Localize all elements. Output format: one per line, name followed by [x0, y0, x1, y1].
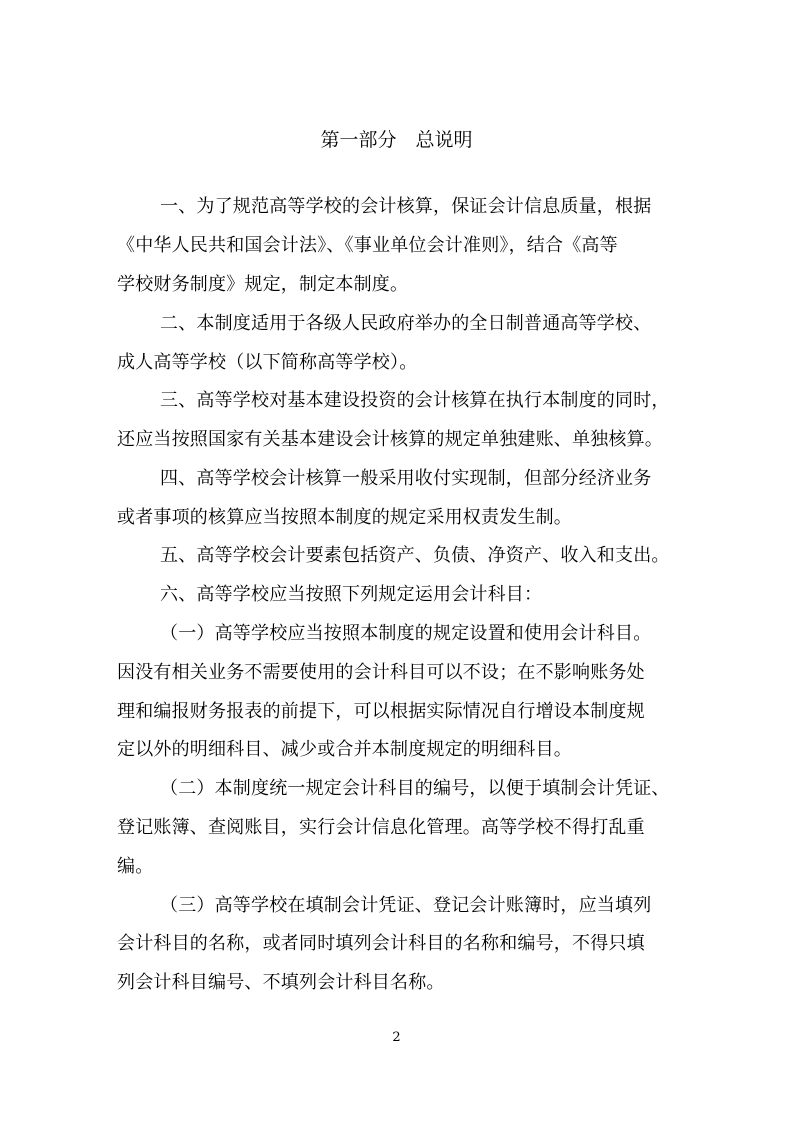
paragraph-line: 三、高等学校对基本建设投资的会计核算在执行本制度的同时， — [160, 390, 670, 411]
paragraph-line: 一、为了规范高等学校的会计核算，保证会计信息质量，根据 — [160, 196, 652, 217]
paragraph-line: （一）高等学校应当按照本制度的规定设置和使用会计科目。 — [160, 623, 652, 644]
paragraph-line: 理和编报财务报表的前提下，可以根据实际情况自行增设本制度规 — [117, 701, 645, 722]
paragraph-line: 六、高等学校应当按照下列规定运用会计科目： — [160, 584, 543, 605]
paragraph-line: 定以外的明细科目、减少或合并本制度规定的明细科目。 — [117, 739, 572, 760]
paragraph-line: 或者事项的核算应当按照本制度的规定采用权责发生制。 — [117, 507, 572, 528]
paragraph-line: （二）本制度统一规定会计科目的编号，以便于填制会计凭证、 — [160, 778, 670, 799]
paragraph-line: 五、高等学校会计要素包括资产、负债、净资产、收入和支出。 — [160, 545, 670, 566]
paragraph-line: （三）高等学校在填制会计凭证、登记会计账簿时，应当填列 — [160, 895, 652, 916]
page-number: 2 — [392, 1030, 401, 1045]
paragraph-line: 登记账簿、查阅账目，实行会计信息化管理。高等学校不得打乱重 — [117, 817, 645, 838]
paragraph-line: 《中华人民共和国会计法》、《事业单位会计准则》，结合《高等 — [117, 235, 618, 256]
paragraph-line: 编。 — [117, 856, 154, 877]
section-title: 第一部分 总说明 — [320, 129, 473, 151]
paragraph-line: 二、本制度适用于各级人民政府举办的全日制普通高等学校、 — [160, 313, 652, 334]
paragraph-line: 列会计科目编号、不填列会计科目名称。 — [117, 972, 445, 993]
paragraph-line: 四、高等学校会计核算一般采用收付实现制，但部分经济业务 — [160, 468, 652, 489]
paragraph-line: 还应当按照国家有关基本建设会计核算的规定单独建账、单独核算。 — [117, 429, 663, 450]
paragraph-line: 成人高等学校（以下简称高等学校）。 — [117, 352, 418, 373]
paragraph-line: 学校财务制度》规定，制定本制度。 — [117, 274, 409, 295]
paragraph-line: 因没有相关业务不需要使用的会计科目可以不设；在不影响账务处 — [117, 662, 645, 683]
paragraph-line: 会计科目的名称，或者同时填列会计科目的名称和编号，不得只填 — [117, 933, 645, 954]
